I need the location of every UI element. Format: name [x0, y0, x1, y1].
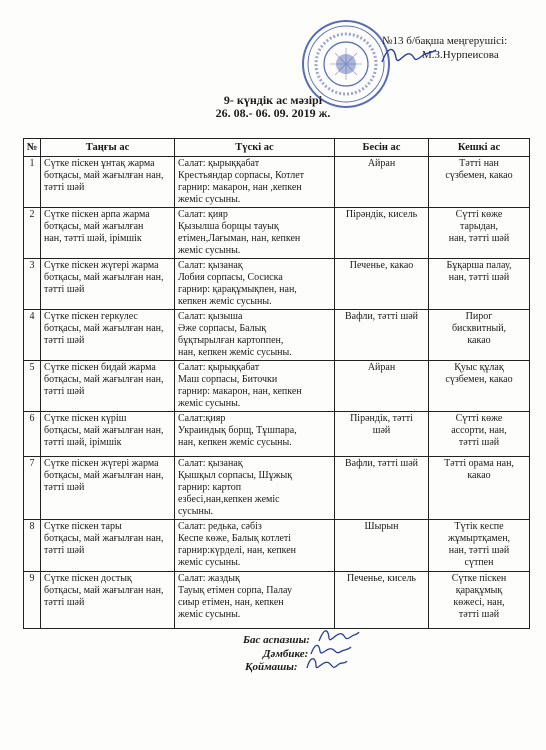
cell-breakfast — [41, 157, 175, 208]
cell-line: көжесі, нан, — [453, 597, 505, 608]
cell-line: Сүтке піскен геркулес — [44, 311, 138, 322]
chef-label: Бас аспазшы: — [243, 634, 310, 646]
cell-breakfast — [41, 208, 175, 259]
cell-snack — [335, 572, 429, 629]
cell-line: ботқасы, май жағылған нан, — [44, 533, 164, 544]
cell-line: Крестьяндар сорпасы, Котлет — [178, 170, 305, 181]
cell-dinner — [429, 572, 530, 629]
menu-table — [23, 138, 530, 629]
cell-line: нан, тәтті шәй — [448, 272, 510, 283]
table-row — [24, 412, 530, 457]
approval-position: №13 б/бақша меңгерушісі: — [382, 35, 508, 47]
cell-line: Пірәндік, кисель — [345, 209, 418, 220]
cell-lunch — [175, 457, 335, 520]
cell-line: Салат: қызанақ — [178, 458, 243, 469]
cell-line: Салат:қияр — [178, 413, 226, 424]
cell-dinner — [429, 208, 530, 259]
table-row — [24, 259, 530, 310]
cell-lunch — [175, 259, 335, 310]
cell-line: Салат: қырыққабат — [178, 158, 260, 169]
cell-line: жұмыртқамен, — [447, 533, 511, 544]
nurse-label: Дәмбике: — [263, 648, 309, 660]
cell-snack — [335, 457, 429, 520]
table-row — [24, 457, 530, 520]
cell-line: Сүтке піскен арпа жарма — [44, 209, 150, 220]
cell-line: Сүтке піскен жүгері жарма — [44, 458, 159, 469]
cell-line: Сүтке піскен достық — [44, 573, 132, 584]
cell-line: Әже сорпасы, Балық — [178, 323, 267, 334]
cell-line: нан, тәтті шәй — [448, 545, 510, 556]
menu-title: 9- күндік ас мәзірі — [223, 93, 323, 107]
cell-line: гарнир: макарон, нан ,кепкен — [178, 182, 302, 193]
cell-line: Украиндық борщ, Тұшпара, — [178, 425, 297, 436]
cell-line: тәтті шәй — [44, 335, 85, 346]
col-header-dinner: Кешкі ас — [429, 139, 530, 157]
cell-line: Салат: қызыша — [178, 311, 243, 322]
cell-line: Салат: қияр — [178, 209, 228, 220]
cell-line: сиыр етімен, нан, кепкен — [178, 597, 284, 608]
col-header-lunch: Түскі ас — [175, 139, 335, 157]
cell-line: Салат: редька, сәбіз — [178, 521, 262, 532]
cell-line: тәтті шәй — [44, 284, 85, 295]
cell-snack — [335, 361, 429, 412]
cell-line: тәтті шәй — [458, 437, 500, 448]
cell-line: нан, тәтті шәй — [448, 233, 510, 244]
cell-line: сүзбемен, какао — [445, 374, 513, 385]
table-header-row — [24, 139, 530, 157]
cell-line: ботқасы, май жағылған нан, — [44, 323, 164, 334]
cell-line: ботқасы, май жағылған нан, — [44, 170, 164, 181]
cell-dinner — [429, 157, 530, 208]
cell-line: Вафли, тәтті шәй — [345, 458, 418, 469]
cell-line: ботқасы, май жағылған нан, — [44, 374, 164, 385]
cell-line: какао — [467, 335, 491, 346]
cell-number: 4 — [24, 310, 41, 361]
cell-line: Сүтке піскен ұнтақ жарма — [44, 158, 155, 169]
cell-snack — [335, 157, 429, 208]
table-row — [24, 361, 530, 412]
cell-number: 2 — [24, 208, 41, 259]
cell-line: ботқасы, май жағылған нан, — [44, 425, 164, 436]
cell-line: ботқасы, май жағылған — [44, 221, 144, 232]
cell-line: Сүтті көже — [455, 413, 503, 424]
cell-line: Салат: қырыққабат — [178, 362, 260, 373]
table-row — [24, 572, 530, 629]
table-row — [24, 157, 530, 208]
cell-line: нан, кепкен жеміс сусыны. — [178, 437, 292, 448]
cell-line: бисквитный, — [451, 323, 507, 334]
cell-line: Лобия сорпасы, Сосиска — [178, 272, 283, 283]
cell-line: Қызылша борщы тауық — [178, 221, 279, 232]
cell-line: Вафли, тәтті шәй — [345, 311, 418, 322]
cell-line: Печенье, кисель — [347, 573, 416, 584]
cell-line: Тәтті орама нан, — [444, 458, 514, 469]
director-signature — [378, 42, 438, 68]
cell-number: 8 — [24, 520, 41, 572]
cell-line: Маш сорпасы, Биточки — [178, 374, 278, 385]
cell-line: сусыны. — [178, 506, 214, 517]
cell-line: Печенье, какао — [349, 260, 414, 271]
cell-line: сүтпен — [464, 557, 494, 568]
cell-line: Пирог — [465, 311, 493, 322]
menu-date-range: 26. 08.- 06. 09. 2019 ж. — [215, 106, 331, 120]
cell-line: ботқасы, май жағылған нан, — [44, 585, 164, 596]
cell-snack — [335, 259, 429, 310]
cell-line: сүзбемен, какао — [445, 170, 513, 181]
cell-line: тәтті шәй — [44, 545, 85, 556]
cell-lunch — [175, 361, 335, 412]
col-header-breakfast: Таңғы ас — [41, 139, 175, 157]
cell-line: жеміс сусыны. — [178, 398, 241, 409]
cell-line: Айран — [367, 158, 396, 169]
cell-dinner — [429, 520, 530, 572]
cell-line: Шырын — [364, 521, 399, 532]
cell-line: гарнир:күрделі, нан, кепкен — [178, 545, 296, 556]
cell-line: Сүтке піскен жүгері жарма — [44, 260, 159, 271]
cell-line: тәтті шәй — [44, 597, 85, 608]
cell-line: тәтті шәй — [44, 386, 85, 397]
cell-lunch — [175, 412, 335, 457]
cell-number: 9 — [24, 572, 41, 629]
cell-line: Салат: қызанақ — [178, 260, 243, 271]
cell-breakfast — [41, 572, 175, 629]
cell-line: қарақұмық — [455, 585, 503, 596]
cell-line: Сүтке піскен бидай жарма — [44, 362, 156, 373]
cell-line: гарнир: қарақұмықпен, нан, — [178, 284, 297, 295]
cell-line: Қуыс құлақ — [454, 362, 504, 373]
cell-dinner — [429, 259, 530, 310]
cell-line: Сүтке піскен — [451, 573, 507, 584]
cell-number: 3 — [24, 259, 41, 310]
cell-line: етімен,Лағыман, нан, кепкен — [178, 233, 301, 244]
cell-snack — [335, 412, 429, 457]
cell-line: бұқтырылған картоппен, — [178, 335, 284, 346]
table-row — [24, 520, 530, 572]
cell-line: Тәтті нан — [459, 158, 499, 169]
cell-breakfast — [41, 310, 175, 361]
cell-line: Салат: жаздық — [178, 573, 240, 584]
cell-breakfast — [41, 259, 175, 310]
cell-line: нан, тәтті шәй, ірімшік — [44, 233, 142, 244]
cell-dinner — [429, 412, 530, 457]
cell-breakfast — [41, 520, 175, 572]
cell-line: Кеспе көже, Балық котлеті — [178, 533, 292, 544]
cell-snack — [335, 310, 429, 361]
cell-breakfast — [41, 361, 175, 412]
cell-dinner — [429, 310, 530, 361]
cell-snack — [335, 520, 429, 572]
cell-number: 7 — [24, 457, 41, 520]
cell-line: жеміс сусыны. — [178, 557, 241, 568]
cell-dinner — [429, 457, 530, 520]
cell-line: тәтті шәй — [44, 182, 85, 193]
cell-line: Сүтке піскен күріш — [44, 413, 127, 424]
table-row — [24, 208, 530, 259]
cell-lunch — [175, 310, 335, 361]
cell-line: ботқасы, май жағылған нан, — [44, 272, 164, 283]
cell-line: Сүтті көже — [455, 209, 503, 220]
cell-line: жеміс сусыны. — [178, 245, 241, 256]
cell-line: тәтті шәй, ірімшік — [44, 437, 122, 448]
cell-line: Сүтке піскен тары — [44, 521, 122, 532]
cell-breakfast — [41, 412, 175, 457]
cell-line: жеміс сусыны. — [178, 194, 241, 205]
cell-line: Тауық етімен сорпа, Палау — [178, 585, 292, 596]
cell-line: тәтті шәй — [44, 482, 85, 493]
cell-lunch — [175, 208, 335, 259]
storekeeper-signature — [304, 654, 348, 674]
cell-line: гарнир: макарон, нан, кепкен — [178, 386, 302, 397]
col-header-number: № — [24, 139, 41, 157]
cell-line: кепкен жеміс сусыны. — [178, 296, 272, 307]
cell-line: нан, кепкен жеміс сусыны. — [178, 347, 292, 358]
cell-line: езбесі,нан,кепкен жеміс — [178, 494, 280, 505]
cell-line: ботқасы, май жағылған нан, — [44, 470, 164, 481]
cell-snack — [335, 208, 429, 259]
cell-line: шәй — [372, 425, 391, 436]
cell-line: гарнир: картоп — [178, 482, 242, 493]
approval-name: М.З.Нурпеисова — [422, 49, 499, 61]
cell-number: 5 — [24, 361, 41, 412]
cell-line: ассорти, нан, — [451, 425, 507, 436]
cell-lunch — [175, 520, 335, 572]
cell-line: Қышқыл сорпасы, Шұжық — [178, 470, 293, 481]
cell-lunch — [175, 572, 335, 629]
cell-line: тарыдан, — [459, 221, 499, 232]
cell-line: Түтік кеспе — [454, 521, 504, 532]
cell-line: Айран — [367, 362, 396, 373]
cell-line: жеміс сусыны. — [178, 609, 241, 620]
cell-number: 6 — [24, 412, 41, 457]
cell-number: 1 — [24, 157, 41, 208]
cell-line: Бұқарша палау, — [446, 260, 512, 271]
col-header-snack: Бесін ас — [335, 139, 429, 157]
cell-line: тәтті шәй — [458, 609, 500, 620]
cell-lunch — [175, 157, 335, 208]
cell-breakfast — [41, 457, 175, 520]
cell-line: какао — [467, 470, 491, 481]
cell-dinner — [429, 361, 530, 412]
storekeeper-label: Қоймашы: — [245, 661, 298, 673]
cell-line: Пірәндік, тәтті — [350, 413, 413, 424]
table-row — [24, 310, 530, 361]
